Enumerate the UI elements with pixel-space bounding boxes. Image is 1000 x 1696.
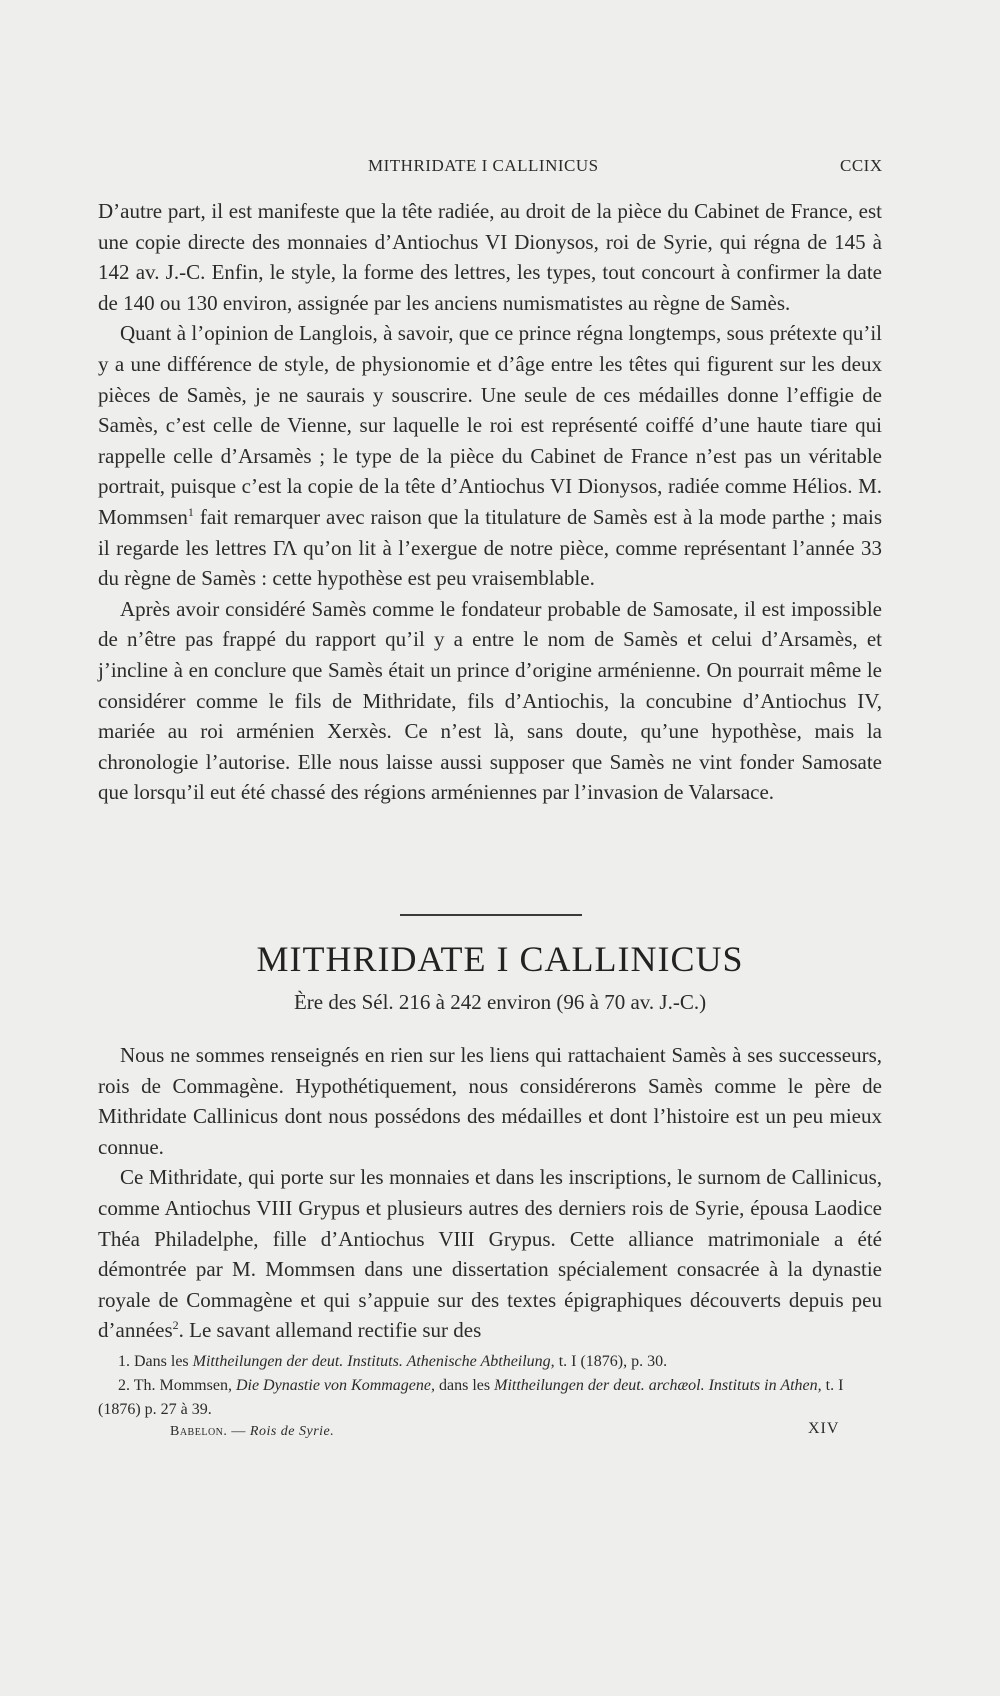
paragraph — [98, 1162, 882, 1346]
running-head — [0, 156, 1000, 184]
paragraph-text: Quant à l’opinion de Langlois, à savoir, que ce prince régna longtemps, sous prétexte qu’il y a une différence de style, de physionomie et d’âge entre les têtes qui figurent sur les deux pièces de Samès, je ne saurais y souscrire. Une seule de ces médailles donne l’effigie de Samès, c’est celle de Vienne, sur laquelle le roi est représenté coiffé d’une haute tiare qui rappelle celle d’Arsamès ; le type de la pièce du Cabinet de France n’est pas un véritable portrait, puisque c’est la copie de la tête d’Antiochus VI Dionysos, radiée comme Hélios. M. Mommsen — [98, 321, 882, 529]
footnote-1 — [98, 1350, 882, 1374]
footnotes — [98, 1350, 882, 1422]
signature-dash: — — [227, 1424, 250, 1439]
text-block-mithridate — [98, 1040, 882, 1346]
footnote-number: 1. — [118, 1353, 130, 1370]
paragraph: Après avoir considéré Samès comme le fondateur probable de Samosate, il est impossible de n’être pas frappé du rapport qu’il y a entre le nom de Samès et celui d’Arsamès, et j’incline à en conclure que Samès était un prince d’origine arménienne. On pourrait même le considérer comme le fils de Mithridate, fils d’Antiochis, la concubine d’Antiochus IV, mariée au roi arménien Xerxès. Ce n’est là, sans doute, qu’une hypothèse, mais la chronologie l’autorise. Elle nous laisse aussi supposer que Samès ne vint fonder Samosate que lorsqu’il eut été chassé des régions arméniennes par l’invasion de Valarsace. — [98, 596, 882, 805]
section-subheading: Ère des Sél. 216 à 242 environ (96 à 70 av. J.-C.) — [293, 990, 707, 1014]
printer-signature — [170, 1424, 334, 1440]
running-head-title: MITHRIDATE I CALLINICUS — [368, 156, 599, 175]
footnote-ref: 2 — [172, 1318, 179, 1333]
signature-work: Rois de Syrie. — [249, 1424, 335, 1439]
paragraph-text: fait remarquer avec raison que la titulature de Samès est à la mode parthe ; mais il regarde les lettres ΓΛ qu’on lit à l’exergue de notre pièce, comme représentant l’année 33 du règne de Samès : cette hypothèse est peu vraisemblable. — [98, 504, 882, 591]
footnote-title: Mittheilungen der deut. archæol. Instituts in Athen, — [494, 1377, 822, 1394]
paragraph-text: Ce Mithridate, qui porte sur les monnaies et dans les inscriptions, le surnom de Callinicus, comme Antiochus VIII Grypus et plusieurs autres des derniers rois de Syrie, épousa Laodice Théa Philadelphe, fille d’Antiochus VIII Grypus. Cette alliance matrimoniale a été démontrée par M. Mommsen dans une dissertation spécialement consacrée à la dynastie royale de Commagène et qui s’appuie sur des textes épigraphiques découverts depuis peu d’années — [98, 1165, 882, 1343]
footnote-text: dans les — [435, 1377, 495, 1394]
footnote-title: Die Dynastie von Kommagene, — [235, 1377, 435, 1394]
footnote-text: t. I (1876) p. 27 à 39. — [98, 1377, 844, 1418]
section-divider — [400, 914, 582, 916]
footnote-ref: 1 — [187, 504, 194, 519]
footnote-text: t. I (1876), p. 30. — [554, 1353, 668, 1370]
sheet-number: XIV — [808, 1420, 840, 1437]
footnote-2 — [98, 1374, 882, 1422]
footnote-text: Dans les — [134, 1353, 193, 1370]
footnote-text: Th. Mommsen, — [133, 1377, 236, 1394]
footnote-title: Mittheilungen der deut. Instituts. Athenische Abtheilung, — [192, 1353, 555, 1370]
paragraph: D’autre part, il est manifeste que la tête radiée, au droit de la pièce du Cabinet de France, est une copie directe des monnaies d’Antiochus VI Dionysos, roi de Syrie, qui régna de 145 à 142 av. J.-C. Enfin, le style, la forme des lettres, les types, tout concourt à confirmer la date de 140 ou 130 environ, assignée par les anciens numismatistes au règne de Samès. — [98, 199, 882, 315]
signature-author: Babelon. — [170, 1424, 228, 1439]
text-block-samès — [98, 196, 882, 808]
section-heading: MITHRIDATE I CALLINICUS — [256, 939, 744, 979]
paragraph-text: . Le savant allemand rectifie sur des — [178, 1318, 482, 1343]
paragraph: Nous ne sommes renseignés en rien sur les liens qui rattachaient Samès à ses successeurs, rois de Commagène. Hypothétiquement, nous considérerons Samès comme le père de Mithridate Callinicus dont nous possédons des médailles et dont l’histoire est un peu mieux connue. — [98, 1043, 882, 1159]
page-number: CCIX — [840, 156, 883, 175]
paragraph — [98, 318, 882, 593]
footnote-number: 2. — [118, 1377, 130, 1394]
